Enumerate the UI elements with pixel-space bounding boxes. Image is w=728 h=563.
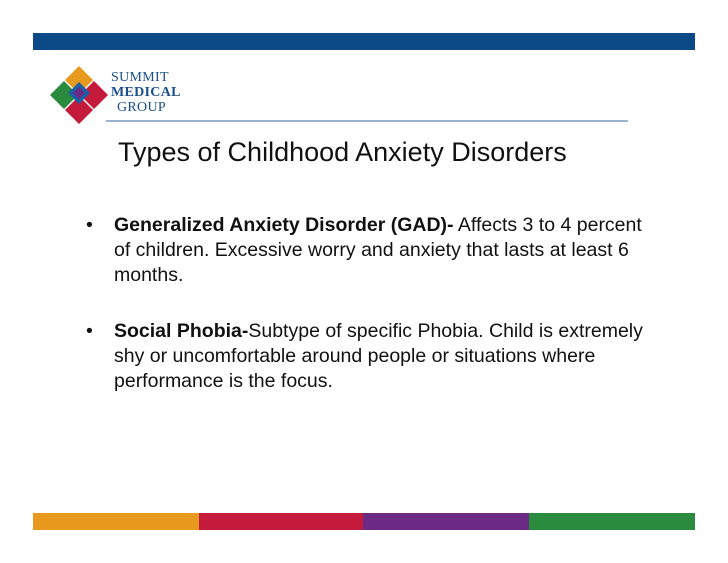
header-divider <box>106 120 628 122</box>
bullet-term: Generalized Anxiety Disorder (GAD)- <box>114 214 454 236</box>
bottom-bar-segment-green <box>529 513 695 530</box>
bottom-bar-segment-purple <box>363 513 529 530</box>
diamond-logo-icon <box>48 64 110 124</box>
summit-medical-group-logo <box>48 64 181 124</box>
bullet-item-gad <box>86 213 656 288</box>
bullet-item-social-phobia <box>86 319 656 394</box>
bullet-text: Affects 3 to 4 percent of children. Excessive worry and anxiety that lasts at least 6 months. <box>114 214 642 286</box>
logo-line-1: SUMMIT <box>111 70 169 85</box>
bullet-marker: • <box>86 214 93 236</box>
bullet-marker: • <box>86 320 93 342</box>
logo-line-3: GROUP <box>117 100 166 115</box>
top-color-bar <box>33 33 695 50</box>
logo-line-2: MEDICAL <box>111 85 181 100</box>
bullet-term: Social Phobia- <box>114 320 249 342</box>
bottom-bar-segment-red <box>199 513 363 530</box>
bottom-color-bar <box>33 513 695 530</box>
bullet-list <box>86 213 656 425</box>
slide-title: Types of Childhood Anxiety Disorders <box>118 137 567 167</box>
bottom-bar-segment-orange <box>33 513 199 530</box>
logo-wordmark <box>111 70 181 115</box>
bullet-text: Subtype of specific Phobia. Child is extremely shy or uncomfortable around people or situations where performance is the focus. <box>114 320 643 392</box>
